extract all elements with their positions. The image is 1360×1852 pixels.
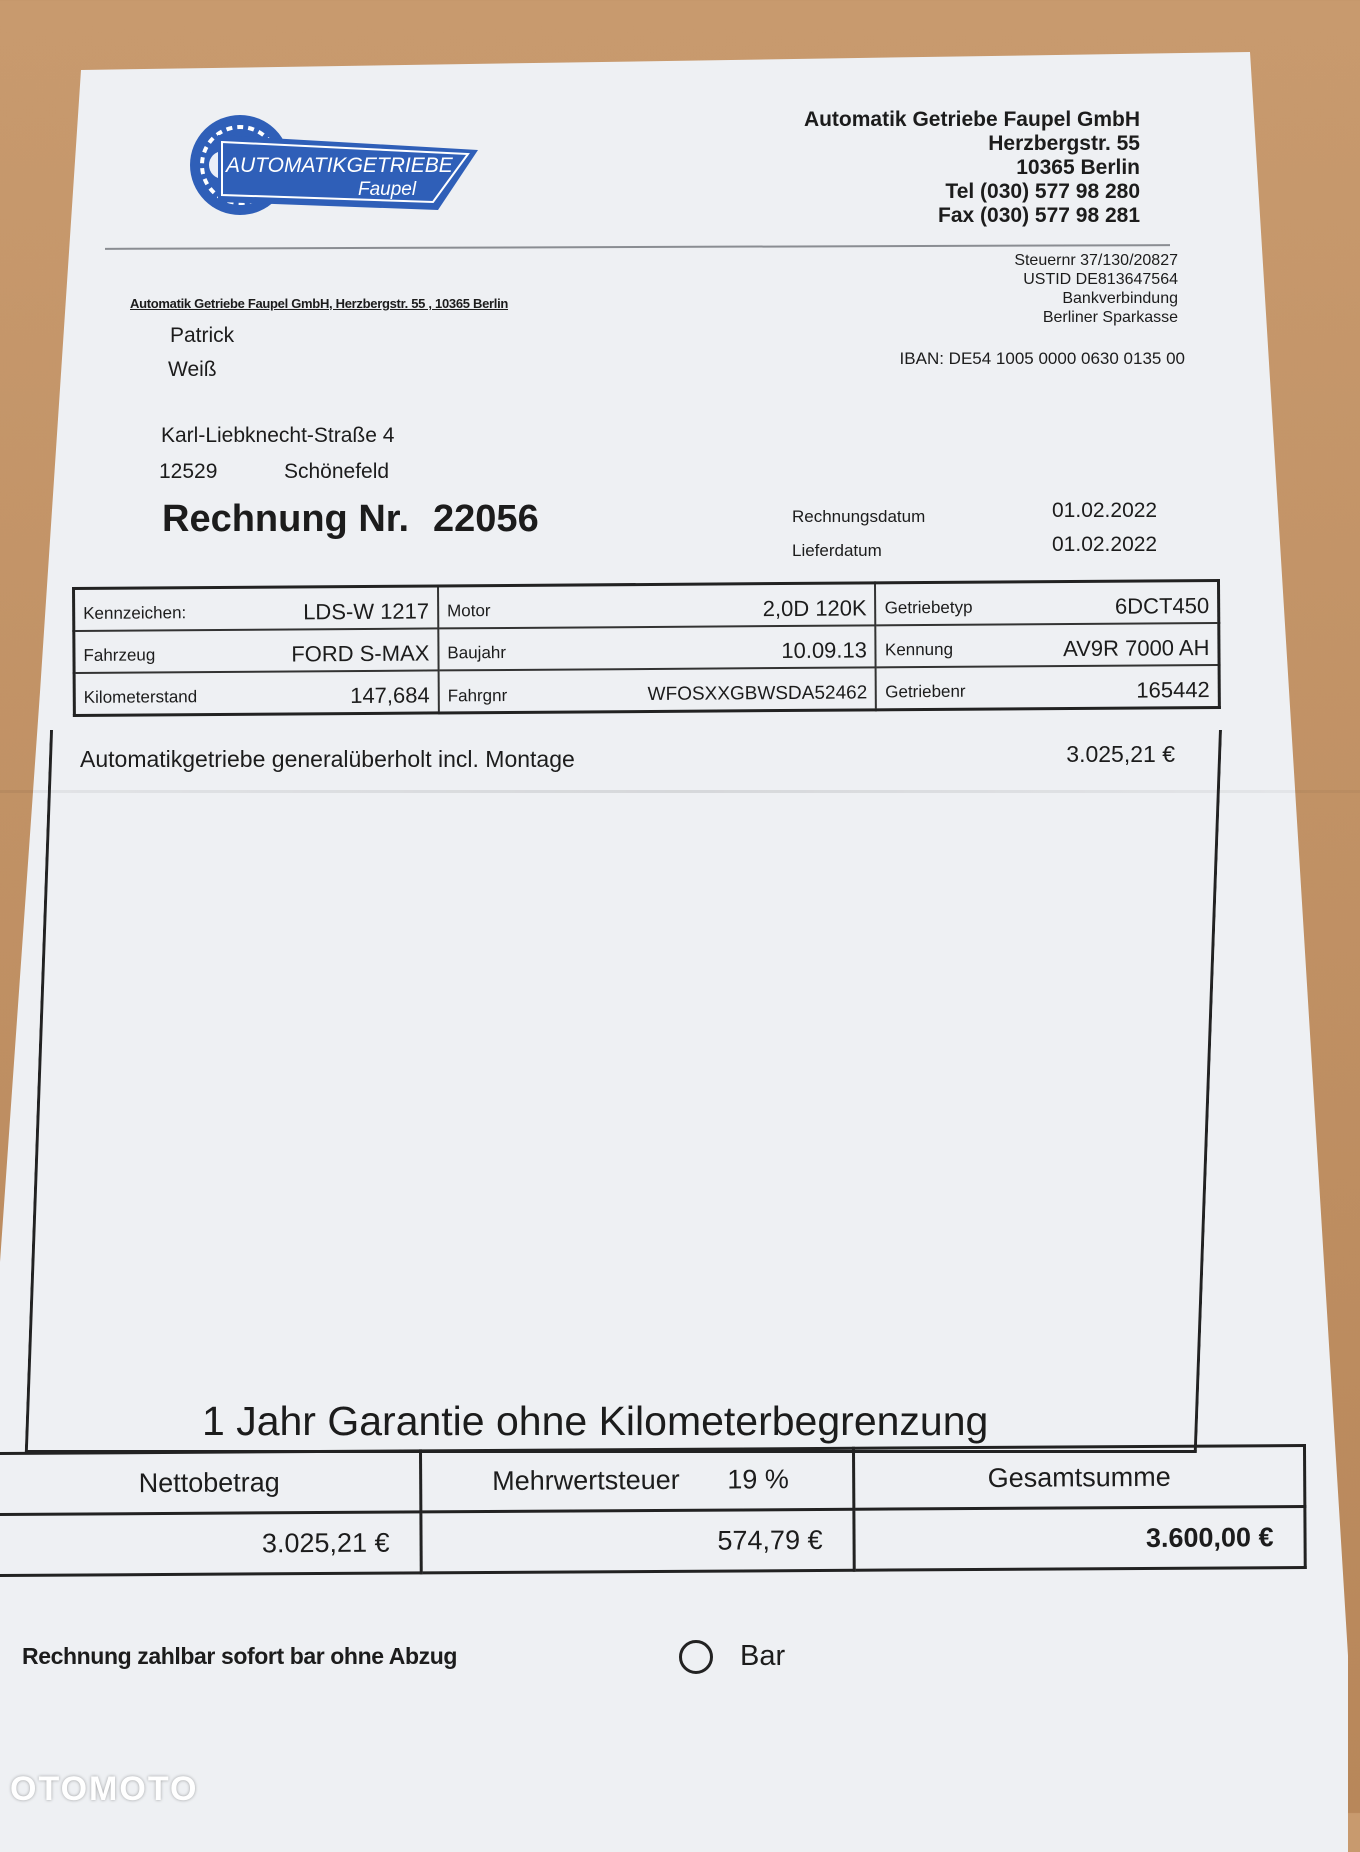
watermark: OTOMOTO (10, 1770, 199, 1808)
invoice-title (162, 498, 539, 541)
company-fax: Fax (030) 577 98 281 (938, 204, 1140, 227)
recipient-city: Schönefeld (284, 460, 390, 483)
cell-kennung (876, 623, 1219, 667)
bank-name: Berliner Sparkasse (1042, 309, 1178, 326)
tax-number: Steuernr 37/130/20827 (1014, 252, 1178, 269)
cell-getriebetyp (875, 580, 1218, 625)
label-baujahr: Baujahr (447, 642, 507, 662)
gesamt-label: Gesamtsumme (853, 1446, 1304, 1510)
label-fahrgnr: Fahrgnr (447, 685, 508, 705)
payment-bar-radio[interactable] (679, 1640, 713, 1674)
iban: IBAN: DE54 1005 0000 0630 0135 00 (899, 349, 1185, 368)
cell-kennzeichen (74, 586, 439, 631)
vehicle-table (72, 579, 1221, 717)
invoice-title-label: Rechnung Nr. (162, 498, 410, 540)
cell-baujahr (438, 625, 876, 670)
value-kilometerstand: 147,684 (350, 682, 430, 708)
totals-table (0, 1444, 1307, 1577)
label-fahrzeug: Fahrzeug (83, 644, 156, 665)
date-labels (792, 500, 925, 568)
payment-terms: Rechnung zahlbar sofort bar ohne Abzug (22, 1643, 458, 1669)
delivery-date: 01.02.2022 (1052, 533, 1158, 556)
sender-line: Automatik Getriebe Faupel GmbH, Herzbergstr. 55 , 10365 Berlin (130, 296, 509, 311)
cell-fahrgnr (439, 667, 877, 713)
value-kennzeichen: LDS-W 1217 (303, 598, 430, 624)
date-values (1052, 494, 1157, 562)
line-items-box (25, 730, 1222, 1453)
recipient-zip: 12529 (159, 460, 218, 483)
vat-id: USTID DE813647564 (1023, 271, 1178, 288)
mwst-rate: 19 % (727, 1463, 789, 1495)
mwst-label: Mehrwertsteuer (492, 1464, 680, 1496)
company-city: 10365 Berlin (1016, 156, 1140, 179)
value-fahrzeug: FORD S-MAX (291, 640, 430, 666)
label-getriebetyp: Getriebetyp (884, 597, 973, 617)
cell-fahrzeug (74, 628, 439, 673)
invoice-date: 01.02.2022 (1052, 499, 1158, 522)
recipient-street: Karl-Liebknecht-Straße 4 (161, 424, 395, 447)
gesamt-value: 3.600,00 € (854, 1507, 1305, 1571)
netto-value: 3.025,21 € (0, 1512, 421, 1576)
value-fahrgnr: WFOSXXGBWSDA52462 (647, 681, 868, 705)
label-getriebenr: Getriebenr (885, 681, 966, 701)
warranty-text: 1 Jahr Garantie ohne Kilometerbegrenzung (202, 1398, 989, 1444)
value-kennung: AV9R 7000 AH (1063, 634, 1210, 661)
bank-label: Bankverbindung (1062, 290, 1178, 307)
tax-info (1014, 251, 1178, 327)
payment-bar-label: Bar (740, 1640, 786, 1672)
line-item-price: 3.025,21 € (1066, 741, 1175, 767)
company-address (804, 108, 1140, 228)
table-row (74, 665, 1219, 715)
label-motor: Motor (447, 600, 491, 620)
line-item-description: Automatikgetriebe generalüberholt incl. Montage (80, 746, 575, 772)
mwst-header (421, 1448, 854, 1512)
label-kilometerstand: Kilometerstand (83, 686, 198, 707)
invoice-date-label: Rechnungsdatum (792, 507, 926, 526)
cell-kilometerstand (74, 670, 439, 715)
value-motor: 2,0D 120K (762, 594, 867, 621)
company-street: Herzbergstr. 55 (988, 132, 1140, 155)
delivery-date-label: Lieferdatum (792, 541, 882, 560)
netto-label: Nettobetrag (0, 1451, 421, 1515)
company-name: Automatik Getriebe Faupel GmbH (803, 108, 1140, 131)
table-row (0, 1446, 1305, 1515)
logo-text-main: AUTOMATIKGETRIEBE (226, 154, 453, 177)
value-baujahr: 10.09.13 (781, 636, 868, 663)
label-kennzeichen: Kennzeichen: (83, 602, 187, 623)
label-kennung: Kennung (884, 639, 954, 659)
recipient-last-name: Weiß (168, 358, 217, 381)
mwst-value: 574,79 € (421, 1509, 854, 1573)
company-tel: Tel (030) 577 98 280 (945, 180, 1140, 203)
invoice-number: 22056 (433, 498, 539, 540)
table-row (0, 1507, 1305, 1576)
cell-motor (438, 583, 876, 629)
logo-text-sub: Faupel (358, 179, 417, 200)
value-getriebenr: 165442 (1136, 676, 1210, 703)
company-logo (178, 110, 478, 220)
cell-getriebenr (876, 665, 1219, 710)
recipient-first-name: Patrick (170, 324, 235, 347)
value-getriebetyp: 6DCT450 (1114, 592, 1210, 619)
